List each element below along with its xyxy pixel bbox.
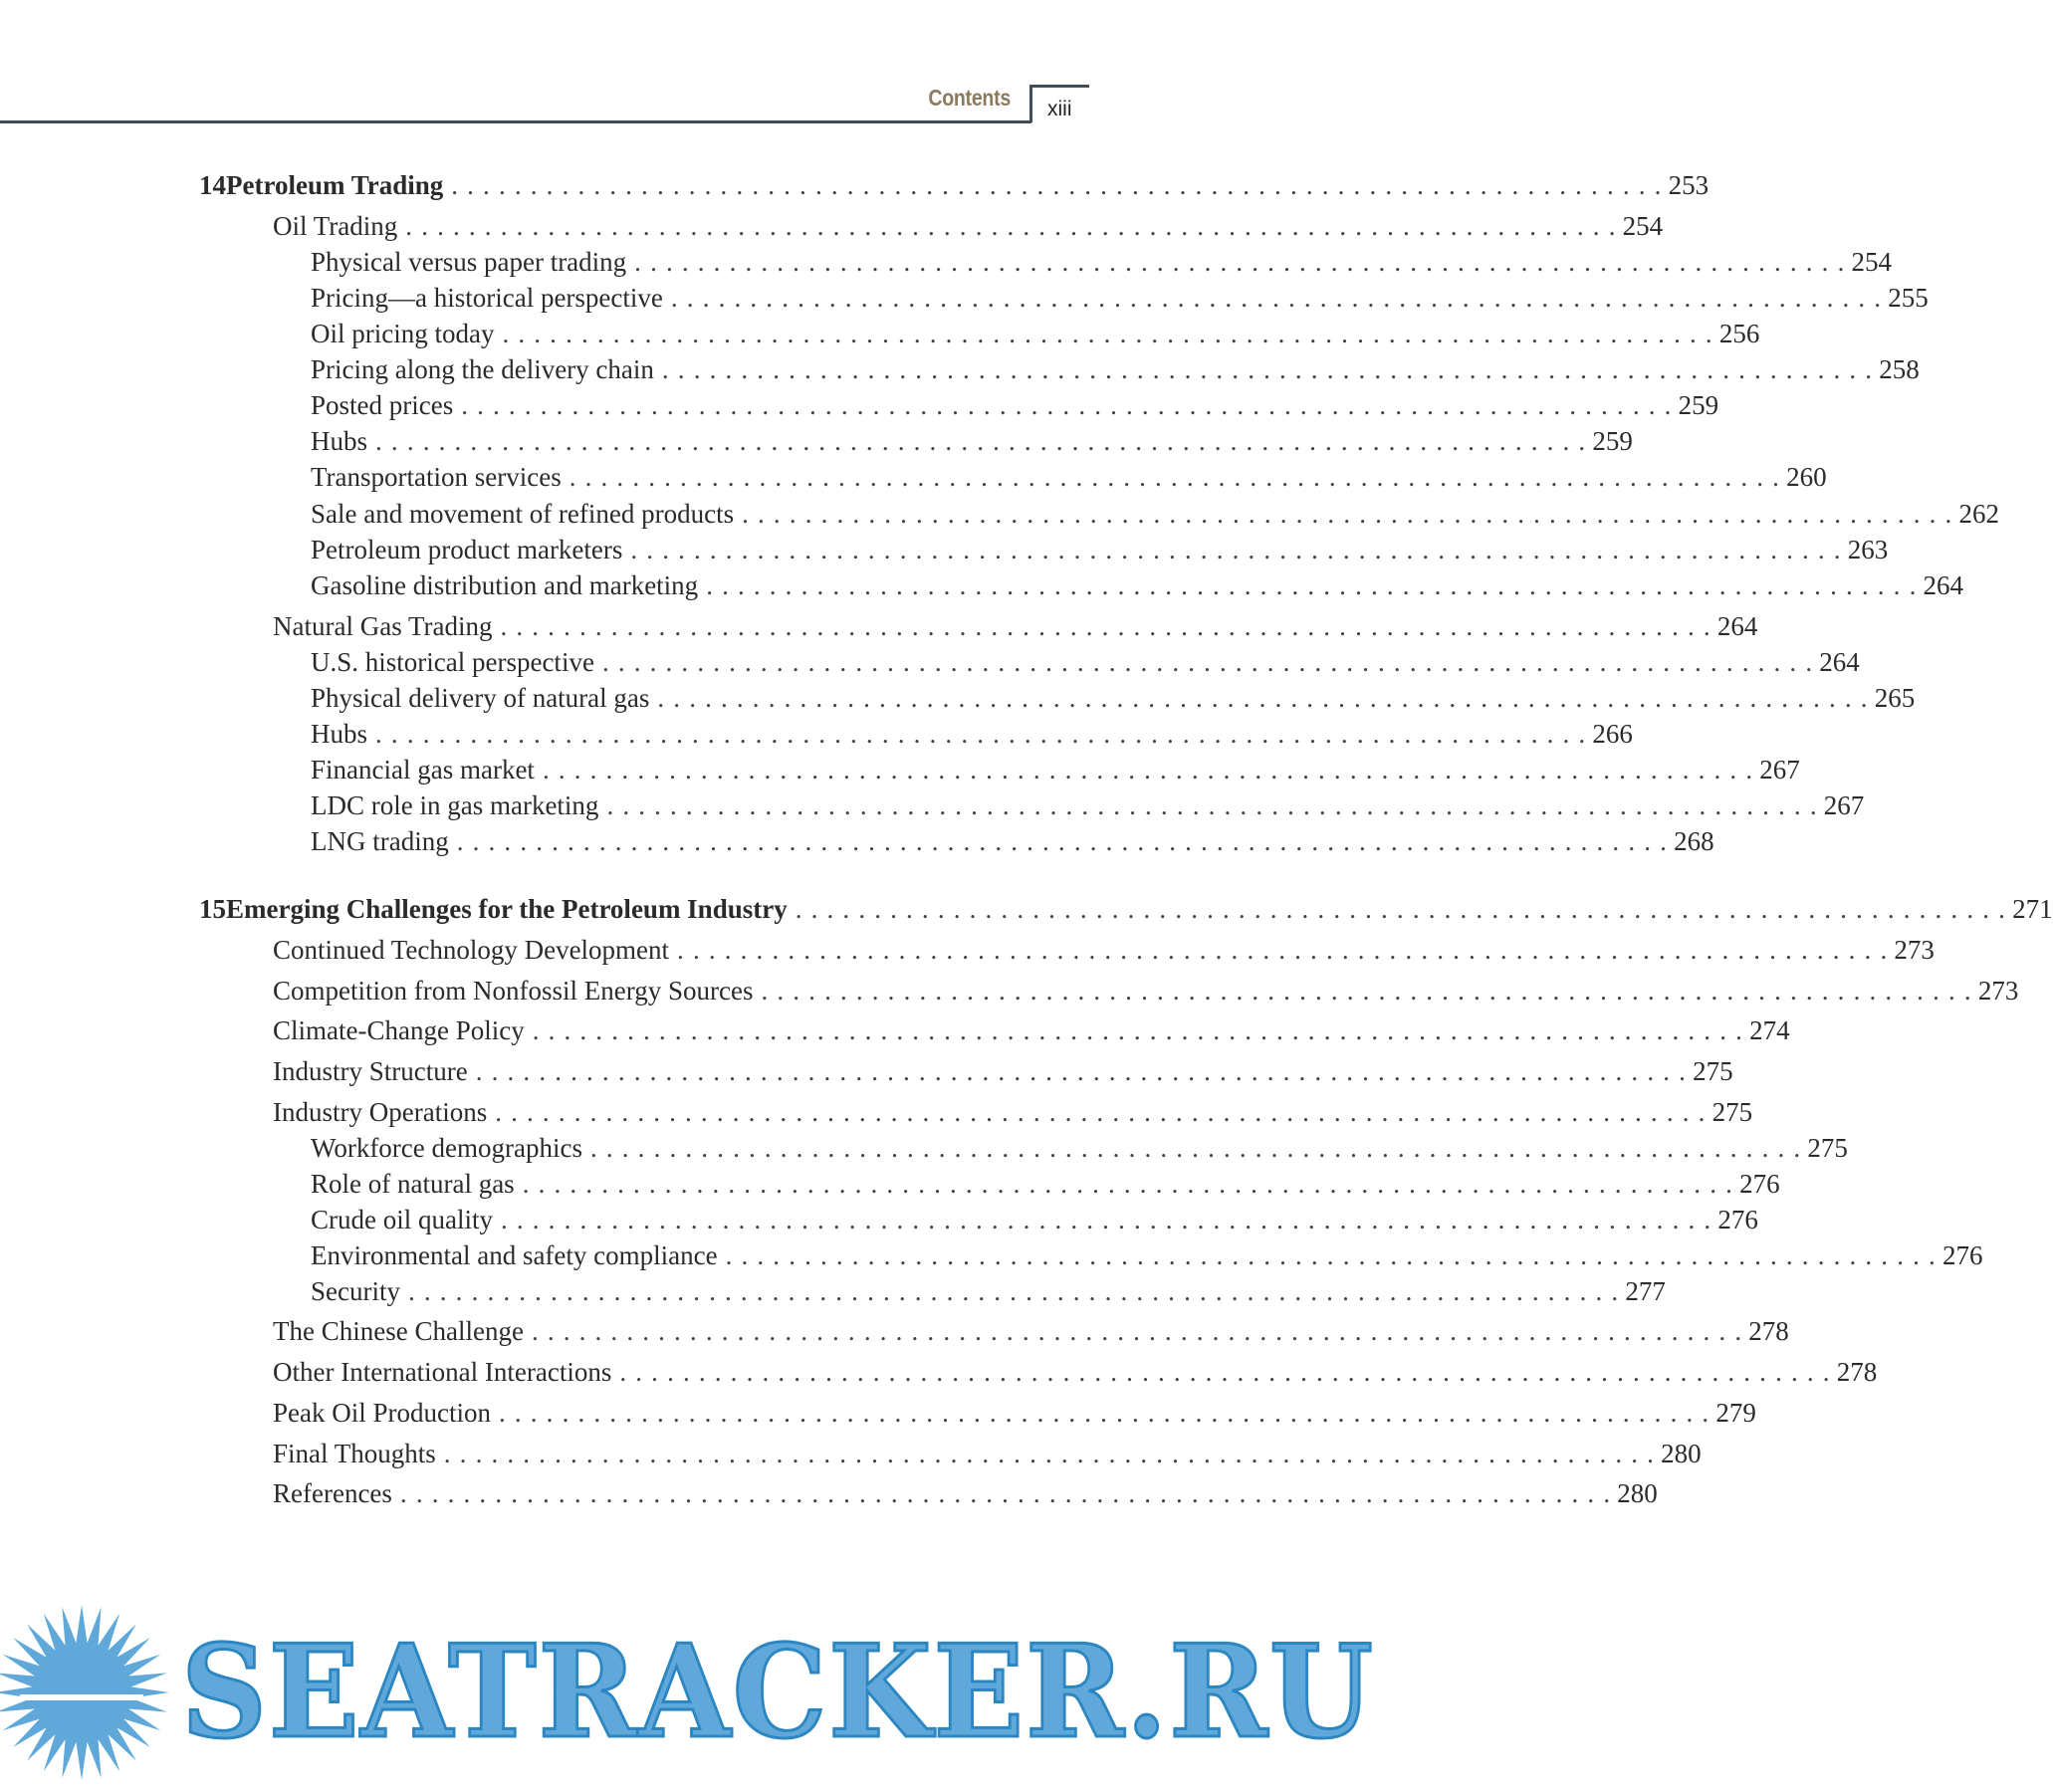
page-ref: 276 (1941, 1240, 1983, 1270)
entry-title: Gasoline distribution and marketing (311, 570, 699, 600)
page-ref: 262 (1958, 499, 1999, 529)
toc-subsection-row[interactable] (311, 1273, 1666, 1309)
page-ref: 276 (1717, 1205, 1758, 1234)
dot-leader (657, 680, 1868, 716)
dot-leader (590, 1130, 1801, 1166)
entry-title: Final Thoughts (273, 1439, 436, 1468)
toc-chapter-row[interactable] (199, 167, 1710, 203)
toc-section-row[interactable] (273, 1012, 1790, 1048)
entry-title: Hubs (311, 426, 368, 456)
entry-title: Industry Structure (273, 1056, 468, 1086)
page-ref: 259 (1678, 390, 1719, 420)
toc-subsection-row[interactable] (311, 752, 1800, 787)
dot-leader (606, 787, 1817, 823)
dot-leader (570, 459, 1780, 495)
page-ref: 264 (1716, 611, 1758, 641)
page-ref: 278 (1748, 1316, 1789, 1346)
toc-subsection-row[interactable] (311, 316, 1760, 351)
dot-leader (501, 1202, 1711, 1237)
page-number: xiii (1047, 98, 1072, 120)
page-ref: 253 (1668, 170, 1710, 200)
toc-section-row[interactable] (273, 1475, 1658, 1511)
entry-title: LNG trading (311, 826, 449, 856)
dot-leader (408, 1273, 1619, 1309)
toc-section-row[interactable] (273, 1395, 1756, 1431)
dot-leader (602, 644, 1813, 680)
chapter-title: Emerging Challenges for the Petroleum Industry (226, 894, 788, 924)
page-ref: 273 (1977, 976, 2019, 1006)
toc-section-row[interactable] (273, 1354, 1878, 1390)
dot-leader (634, 244, 1845, 280)
dot-leader (533, 1012, 1743, 1048)
entry-title: Oil pricing today (311, 319, 495, 348)
dot-leader (444, 1436, 1655, 1471)
toc-subsection-row[interactable] (311, 387, 1719, 423)
dot-leader (461, 387, 1672, 423)
toc-section-row[interactable] (273, 1313, 1789, 1349)
dot-leader (726, 1237, 1937, 1273)
dot-leader (476, 1053, 1687, 1089)
toc-section-row[interactable] (273, 208, 1664, 244)
dot-leader (761, 973, 1971, 1008)
entry-title: Other International Interactions (273, 1357, 612, 1387)
toc-subsection-row[interactable] (311, 1237, 1983, 1273)
entry-title: Transportation services (311, 462, 562, 492)
dot-leader (495, 1094, 1706, 1130)
toc-subsection-row[interactable] (311, 1166, 1780, 1202)
entry-title: Physical versus paper trading (311, 247, 627, 277)
entry-title: Peak Oil Production (273, 1398, 491, 1428)
page-ref: 256 (1718, 319, 1760, 348)
dot-leader (500, 608, 1711, 644)
dot-leader (457, 823, 1668, 859)
toc-subsection-row[interactable] (311, 1202, 1758, 1237)
watermark-text: SEATRACKER.RU (181, 1618, 1375, 1767)
page-ref: 259 (1592, 426, 1633, 456)
entry-title: U.S. historical perspective (311, 647, 594, 677)
toc-subsection-row[interactable] (311, 280, 1929, 316)
dot-leader (532, 1313, 1742, 1349)
dot-leader (502, 316, 1712, 351)
toc-section-row[interactable] (273, 608, 1758, 644)
toc-subsection-row[interactable] (311, 423, 1633, 459)
sun-disc (34, 1645, 129, 1740)
page-ref: 280 (1661, 1439, 1702, 1468)
toc-subsection-row[interactable] (311, 716, 1633, 752)
dot-leader (499, 1395, 1710, 1431)
entry-title: Posted prices (311, 390, 454, 420)
page-ref: 260 (1786, 462, 1827, 492)
toc-subsection-row[interactable] (311, 644, 1860, 680)
sun-horizon (20, 1694, 143, 1700)
page-ref: 274 (1749, 1015, 1790, 1045)
toc-section-row[interactable] (273, 1436, 1702, 1471)
toc-subsection-row[interactable] (311, 823, 1714, 859)
toc-subsection-row[interactable] (311, 496, 1999, 532)
page-ref: 265 (1874, 683, 1916, 713)
header-box-left-rule (1029, 85, 1032, 122)
toc-subsection-row[interactable] (311, 459, 1827, 495)
entry-title: Security (311, 1276, 400, 1306)
dot-leader (630, 532, 1841, 567)
toc-subsection-row[interactable] (311, 351, 1920, 387)
page-ref: 266 (1592, 719, 1633, 749)
toc-subsection-row[interactable] (311, 680, 1916, 716)
dot-leader (400, 1475, 1611, 1511)
page-ref: 277 (1625, 1276, 1666, 1306)
page-ref: 279 (1715, 1398, 1756, 1428)
entry-title: Competition from Nonfossil Energy Sources (273, 976, 754, 1006)
toc-subsection-row[interactable] (311, 1130, 1848, 1166)
entry-title: Continued Technology Development (273, 935, 670, 965)
entry-title: Petroleum product marketers (311, 535, 623, 564)
page-ref: 267 (1823, 790, 1865, 820)
page-ref: 258 (1879, 354, 1920, 384)
header-rule (0, 120, 1031, 123)
dot-leader (796, 891, 2006, 927)
page-ref: 264 (1923, 570, 1964, 600)
page-ref: 273 (1894, 935, 1935, 965)
entry-title: Climate-Change Policy (273, 1015, 525, 1045)
toc-section-row[interactable] (273, 932, 1935, 968)
page-ref: 255 (1888, 283, 1929, 313)
entry-title: Pricing—a historical perspective (311, 283, 663, 313)
entry-title: Workforce demographics (311, 1133, 582, 1163)
entry-title: Financial gas market (311, 755, 535, 784)
toc-section-row[interactable] (273, 973, 2019, 1008)
page-ref: 263 (1847, 535, 1889, 564)
entry-title: Crude oil quality (311, 1205, 493, 1234)
toc-subsection-row[interactable] (311, 787, 1865, 823)
entry-title: Oil Trading (273, 211, 398, 241)
dot-leader (451, 167, 1662, 203)
entry-title: Natural Gas Trading (273, 611, 493, 641)
entry-title: References (273, 1478, 392, 1508)
page-ref: 271 (2012, 894, 2053, 924)
dot-leader (523, 1166, 1733, 1202)
dot-leader (543, 752, 1753, 787)
entry-title: Sale and movement of refined products (311, 499, 735, 529)
toc-section-row[interactable] (273, 1094, 1753, 1130)
entry-title: The Chinese Challenge (273, 1316, 524, 1346)
dot-leader (677, 932, 1888, 968)
dot-leader (405, 208, 1616, 244)
dot-leader (375, 423, 1586, 459)
entry-title: Pricing along the delivery chain (311, 354, 654, 384)
entry-title: Physical delivery of natural gas (311, 683, 650, 713)
page-ref: 275 (1807, 1133, 1848, 1163)
page-ref: 275 (1711, 1097, 1753, 1127)
entry-title: LDC role in gas marketing (311, 790, 599, 820)
dot-leader (375, 716, 1586, 752)
page-ref: 278 (1836, 1357, 1878, 1387)
entry-title: Role of natural gas (311, 1169, 515, 1199)
running-header-title: Contents (928, 85, 1011, 111)
page-ref: 268 (1674, 826, 1714, 856)
toc-subsection-row[interactable] (311, 567, 1964, 603)
chapter-number: 14 (199, 170, 226, 200)
chapter-number: 15 (199, 894, 226, 924)
page-ref: 280 (1617, 1478, 1658, 1508)
page-ref: 254 (1622, 211, 1664, 241)
chapter-title: Petroleum Trading (226, 170, 444, 200)
dot-leader (742, 496, 1952, 532)
toc-chapter-row[interactable] (199, 891, 2053, 927)
dot-leader (662, 351, 1873, 387)
page-ref: 267 (1759, 755, 1800, 784)
page-ref: 275 (1693, 1056, 1733, 1086)
header-box-top-rule (1029, 85, 1089, 88)
toc-section-row[interactable] (273, 1053, 1733, 1089)
toc-subsection-row[interactable] (311, 532, 1889, 567)
dot-leader (671, 280, 1882, 316)
page-ref: 264 (1819, 647, 1860, 677)
entry-title: Environmental and safety compliance (311, 1240, 718, 1270)
page-ref: 276 (1739, 1169, 1780, 1199)
dot-leader (619, 1354, 1830, 1390)
page-ref: 254 (1851, 247, 1893, 277)
dot-leader (706, 567, 1917, 603)
sun-icon (0, 1605, 169, 1780)
entry-title: Hubs (311, 719, 368, 749)
toc-subsection-row[interactable] (311, 244, 1893, 280)
entry-title: Industry Operations (273, 1097, 488, 1127)
